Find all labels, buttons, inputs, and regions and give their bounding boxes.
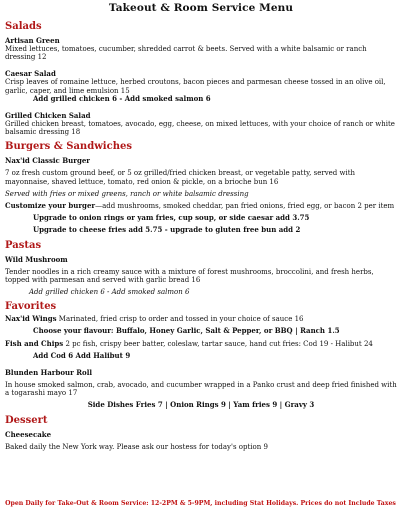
wings-line — [5, 315, 397, 323]
section-heading-favorites: Favorites — [5, 301, 57, 313]
section-heading-salads: Salads — [5, 21, 42, 32]
item-desc-cheesecake: Baked daily the New York way. Please ask our hostess for today's option 9 — [5, 442, 268, 451]
item-name-fish-chips: Fish and Chips — [5, 338, 64, 348]
item-desc-caesar-salad: Crisp leaves of romaine lettuce, herbed croutons, bacon pieces and parmesan cheese tossed in an olive oil, garlic, caper, and lime emulsion 15 — [5, 78, 386, 95]
upgrade-line-1: Upgrade to onion rings or yam fries, cup soup, or side caesar add 3.75 — [33, 213, 310, 223]
item-desc-artisan-green: Mixed lettuces, tomatoes, cucumber, shredded carrot & beets. Served with a white balsamic or ranch dressing 12 — [5, 45, 367, 62]
item-name-wild-mushroom: Wild Mushroom — [5, 254, 68, 264]
section-heading-pastas: Pastas — [5, 239, 42, 251]
section-heading-dessert: Dessert — [5, 414, 48, 426]
page-title: Takeout & Room Service Menu — [108, 2, 294, 14]
item-desc-wild-mushroom: Tender noodles in a rich creamy sauce with a mixture of forest mushrooms, broccolini, and fresh herbs, topped with parmesan and served with garlic bread 16 — [5, 267, 374, 284]
item-name-blunden-harbour-roll: Blunden Harbour Roll — [5, 368, 93, 378]
item-name-caesar-salad: Caesar Salad — [5, 69, 56, 79]
menu-page — [5, 2, 397, 451]
item-desc-fish-chips: 2 pc fish, crispy beer batter, coleslaw, tartar sauce, hand cut fries: Cod 19 - Halibut 24 — [63, 339, 373, 348]
item-desc-classic-burger: 7 oz fresh custom ground beef, or 5 oz grilled/fried chicken breast, or vegetable patty, served with mayonnaise, shaved lettuce, tomato, red onion & pickle, on a brioche bun 16 — [5, 169, 356, 186]
customize-options: —add mushrooms, smoked cheddar, pan fried onions, fried egg, or bacon 2 per item — [95, 202, 395, 211]
side-dishes-line: Side Dishes Fries 7 | Onion Rings 9 | Yam fries 9 | Gravy 3 — [87, 400, 315, 410]
section-heading-burgers: Burgers & Sandwiches — [5, 141, 132, 153]
customize-label: Customize your burger — [5, 201, 96, 211]
upgrade-line-2: Upgrade to cheese fries add 5.75 - upgrade to gluten free bun add 2 — [33, 225, 301, 235]
item-name-wings: Nax'id Wings — [5, 314, 57, 324]
fish-chips-line — [5, 340, 397, 348]
item-desc-wings: Marinated, fried crisp to order and tossed in your choice of sauce 16 — [56, 315, 304, 324]
addons-wild-mushroom: Add grilled chicken 6 - Add smoked salmon 6 — [29, 288, 190, 297]
wings-flavour-choice: Choose your flavour: Buffalo, Honey Garlic, Salt & Pepper, or BBQ | Ranch 1.5 — [33, 326, 340, 336]
item-name-cheesecake: Cheesecake — [5, 429, 52, 439]
footer-hours-note: Open Daily for Take-Out & Room Service: 12-2PM & 5-9PM, including Stat Holidays. Prices do not Include Taxes — [5, 500, 396, 507]
item-name-artisan-green: Artisan Green — [5, 36, 60, 45]
addons-caesar-salad: Add grilled chicken 6 - Add smoked salmon 6 — [33, 93, 211, 103]
item-name-classic-burger: Nax'id Classic Burger — [5, 156, 90, 166]
addons-fish-chips: Add Cod 6 Add Halibut 9 — [33, 350, 131, 360]
item-desc-blunden-harbour-roll: In house smoked salmon, crab, avocado, and cucumber wrapped in a Panko crust and deep fried finished with a togarashi mayo 17 — [5, 381, 397, 398]
customize-burger-line — [5, 202, 397, 210]
served-with-note: Served with fries or mixed greens, ranch or white balsamic dressing — [5, 189, 249, 198]
item-desc-grilled-chicken-salad: Grilled chicken breast, tomatoes, avocado, egg, cheese, on mixed lettuces, with your choice of ranch or white balsamic dressing 18 — [5, 120, 395, 137]
item-name-grilled-chicken-salad: Grilled Chicken Salad — [5, 111, 91, 121]
